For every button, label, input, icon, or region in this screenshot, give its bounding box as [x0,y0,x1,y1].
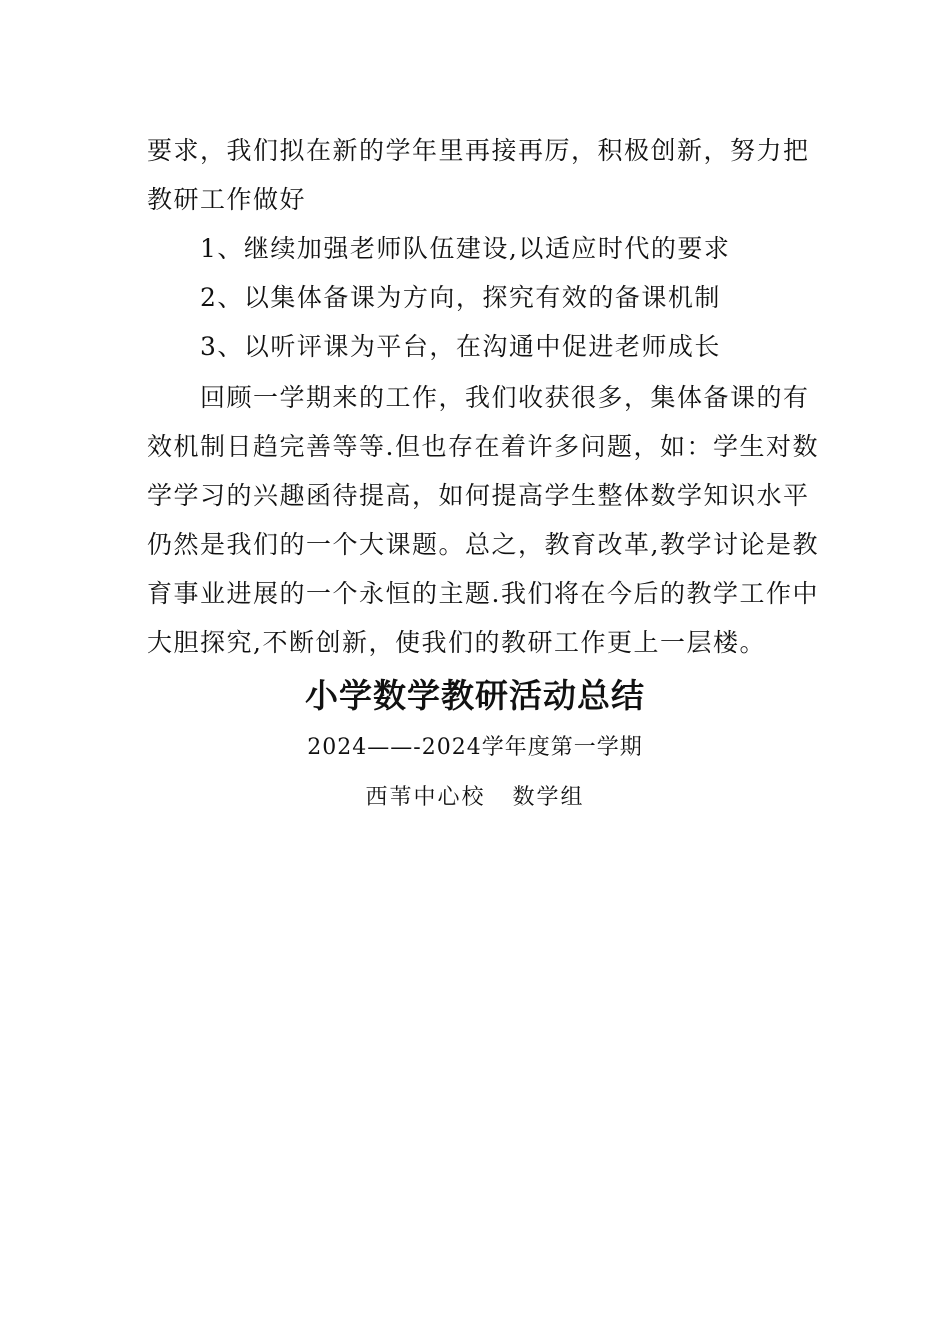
plan-list [147,224,807,371]
review-paragraph [147,373,819,667]
continuation-paragraph [147,126,810,224]
plan-item-2: 2、以集体备课为方向，探究有效的备课机制 [200,283,721,312]
plan-item-1: 1、继续加强老师队伍建设,以适应时代的要求 [200,234,731,263]
plan-item-3: 3、以听评课为平台，在沟通中促进老师成长 [200,332,721,361]
review-line-5: 育事业进展的一个永恒的主题.我们将在今后的教学工作中 [147,579,819,608]
continuation-line-2: 教研工作做好 [147,185,307,214]
continuation-line-1: 要求，我们拟在新的学年里再接再厉，积极创新，努力把 [147,136,810,165]
document-title: 小学数学教研活动总结 [305,676,645,715]
review-line-3: 学学习的兴趣函待提高，如何提高学生整体数学知识水平 [147,481,810,510]
review-line-1: 回顾一学期来的工作，我们收获很多，集体备课的有 [200,383,810,412]
review-line-2: 效机制日趋完善等等.但也存在着许多问题，如：学生对数 [147,432,819,461]
term-subtitle: 2024——-2024学年度第一学期 [307,735,643,760]
review-line-4: 仍然是我们的一个大课题。总之，教育改革,教学讨论是教 [147,530,819,559]
review-line-6: 大胆探究,不断创新，使我们的教研工作更上一层楼。 [147,628,766,657]
author-line: 西苇中心校 数学组 [365,785,585,810]
